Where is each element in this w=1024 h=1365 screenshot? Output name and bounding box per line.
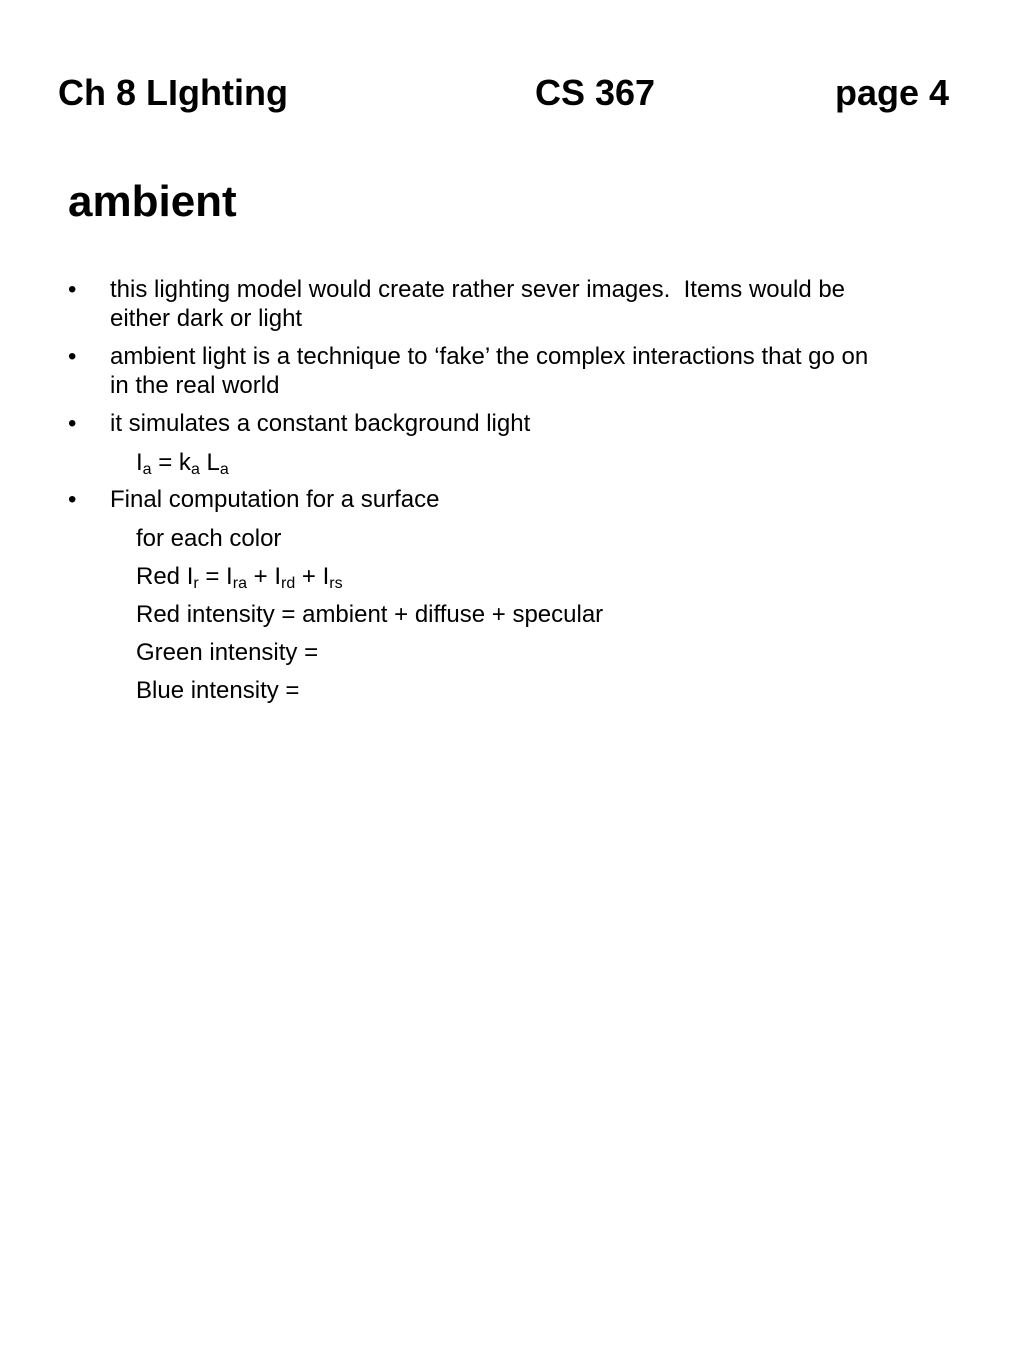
- eq-symbol: = k: [151, 449, 191, 476]
- bullet-marker: •: [68, 276, 77, 303]
- eq-subscript: rs: [329, 575, 343, 592]
- bullet-line: either dark or light: [110, 305, 303, 332]
- bullet-marker: •: [68, 486, 77, 513]
- red-sum-equation: [136, 562, 343, 591]
- eq-subscript: rd: [281, 575, 296, 592]
- bullet-marker: •: [68, 343, 77, 370]
- eq-subscript: a: [219, 461, 229, 478]
- bullet-marker: •: [68, 410, 77, 437]
- green-intensity-line: Green intensity =: [136, 639, 319, 666]
- bullet-line: Final computation for a surface: [110, 486, 440, 513]
- bullet-text: [110, 485, 960, 514]
- eq-symbol: + I: [295, 563, 330, 590]
- ambient-equation: [136, 448, 229, 477]
- eq-symbol: I: [136, 449, 143, 476]
- for-each-color-line: for each color: [136, 525, 282, 552]
- eq-symbol: L: [199, 449, 220, 476]
- course-code: CS 367: [535, 72, 656, 113]
- eq-symbol: Red I: [136, 563, 194, 590]
- bullet-line: it simulates a constant background light: [110, 410, 531, 437]
- eq-subscript: ra: [232, 575, 247, 592]
- bullet-line: this lighting model would create rather sever images. Items would be: [110, 276, 846, 303]
- red-intensity-line: Red intensity = ambient + diffuse + specular: [136, 601, 604, 628]
- eq-subscript: r: [193, 575, 199, 592]
- chapter-title: Ch 8 LIghting: [58, 72, 288, 113]
- bullet-text: [110, 342, 960, 400]
- bullet-line: ambient light is a technique to ‘fake’ the complex interactions that go on: [110, 343, 869, 370]
- blue-intensity-line: Blue intensity =: [136, 677, 300, 704]
- eq-subscript: a: [142, 461, 152, 478]
- section-title: ambient: [68, 177, 237, 226]
- bullet-line: in the real world: [110, 372, 280, 399]
- eq-symbol: + I: [246, 563, 281, 590]
- bullet-text: [110, 409, 960, 438]
- page-number: page 4: [835, 72, 950, 113]
- bullet-text: [110, 275, 960, 333]
- eq-subscript: a: [190, 461, 200, 478]
- eq-symbol: = I: [198, 563, 233, 590]
